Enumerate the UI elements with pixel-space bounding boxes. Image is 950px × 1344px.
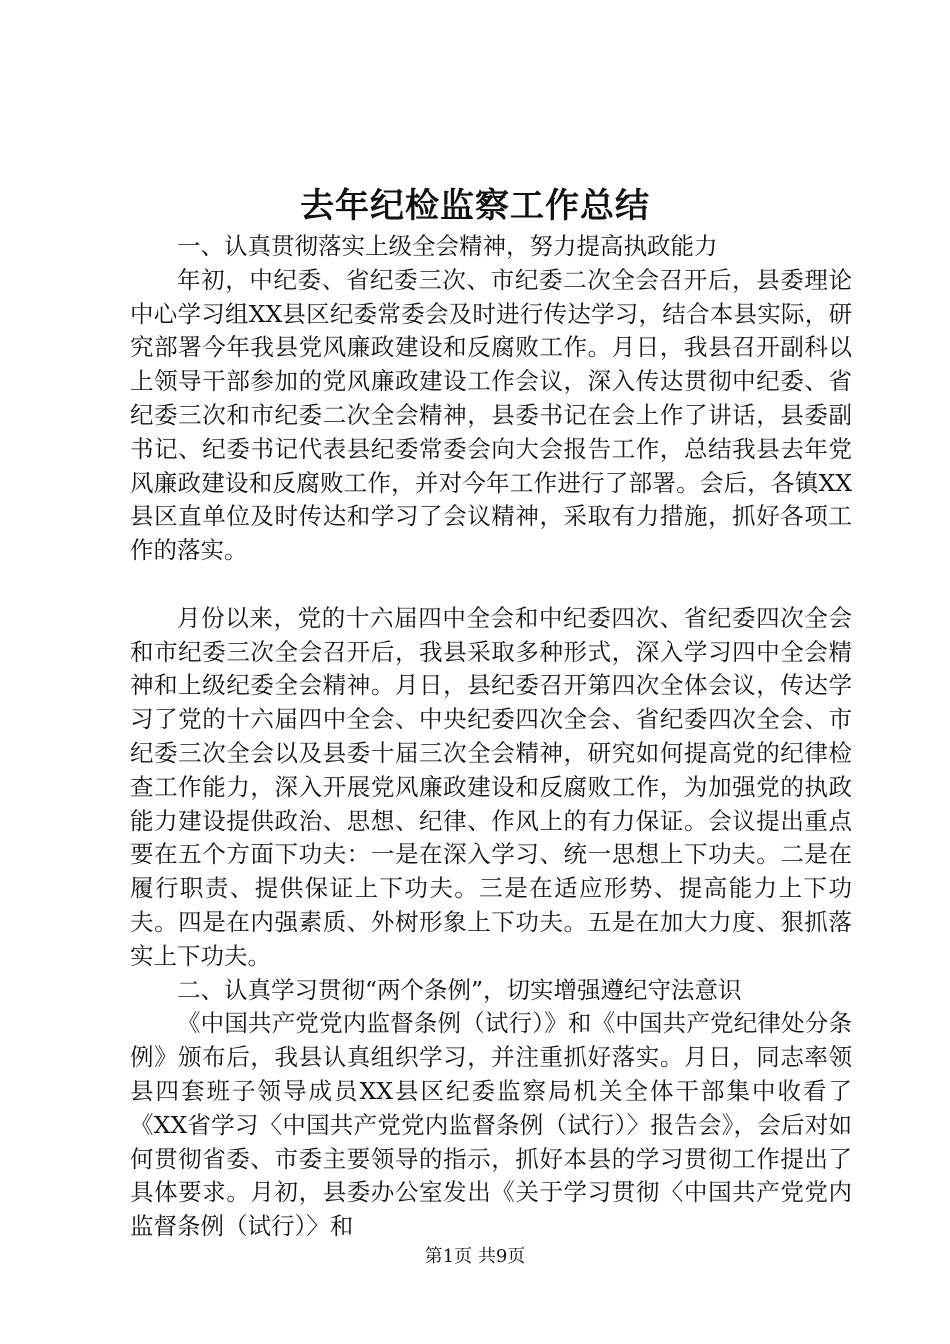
document-title: 去年纪检监察工作总结 xyxy=(300,186,650,226)
section-heading-1: 一、认真贯彻落实上级全会精神，努力提高执政能力 xyxy=(177,232,718,260)
body-paragraph-1: 年初，中纪委、省纪委三次、市纪委二次全会召开后，县委理论中心学习组XX县区纪委常委会及时进行传达学习，结合本县实际，研究部署今年我县党风廉政建设和反腐败工作。月日，我县召开副科以上领导干部参加的党风廉政建设工作会议，深入传达贯彻中纪委、省纪委三次和市纪委二次全会精神，县委书记在会上作了讲话，县委副书记、纪委书记代表县纪委常委会向大会报告工作，总结我县去年党风廉政建设和反腐败工作，并对今年工作进行了部署。会后，各镇XX县区直单位及时传达和学习了会议精神，采取有力措施，抓好各项工作的落实。 xyxy=(130,265,852,565)
document-body xyxy=(130,230,852,1244)
body-paragraph-2: 月份以来，党的十六届四中全会和中纪委四次、省纪委四次全会和市纪委三次全会召开后，我县采取多种形式，深入学习四中全会精神和上级纪委全会精神。月日，县纪委召开第四次全体会议，传达学习了党的十六届四中全会、中央纪委四次全会、省纪委四次全会、市纪委三次全会以及县委十届三次全会精神，研究如何提高党的纪律检查工作能力，深入开展党风廉政建设和反腐败工作，为加强党的执政能力建设提供政治、思想、纪律、作风上的有力保证。会议提出重点要在五个方面下功夫：一是在深入学习、统一思想上下功夫。二是在履行职责、提供保证上下功夫。三是在适应形势、提高能力上下功夫。四是在内强素质、外树形象上下功夫。五是在加大力度、狠抓落实上下功夫。 xyxy=(130,603,852,970)
body-paragraph-3: 《中国共产党党内监督条例（试行）》和《中国共产党纪律处分条例》颁布后，我县认真组织学习，并注重抓好落实。月日，同志率领县四套班子领导成员XX县区纪委监察局机关全体干部集中收看了《XX省学习〈中国共产党党内监督条例（试行）〉报告会》，会后对如何贯彻省委、市委主要领导的指示，抓好本县的学习贯彻工作提出了具体要求。月初，县委办公室发出《关于学习贯彻〈中国共产党党内监督条例（试行）〉和 xyxy=(130,1009,852,1241)
page-number-footer: 第1页 共9页 xyxy=(424,1246,526,1267)
section-heading-2: 二、认真学习贯彻“两个条例”，切实增强遵纪守法意识 xyxy=(177,975,742,1004)
